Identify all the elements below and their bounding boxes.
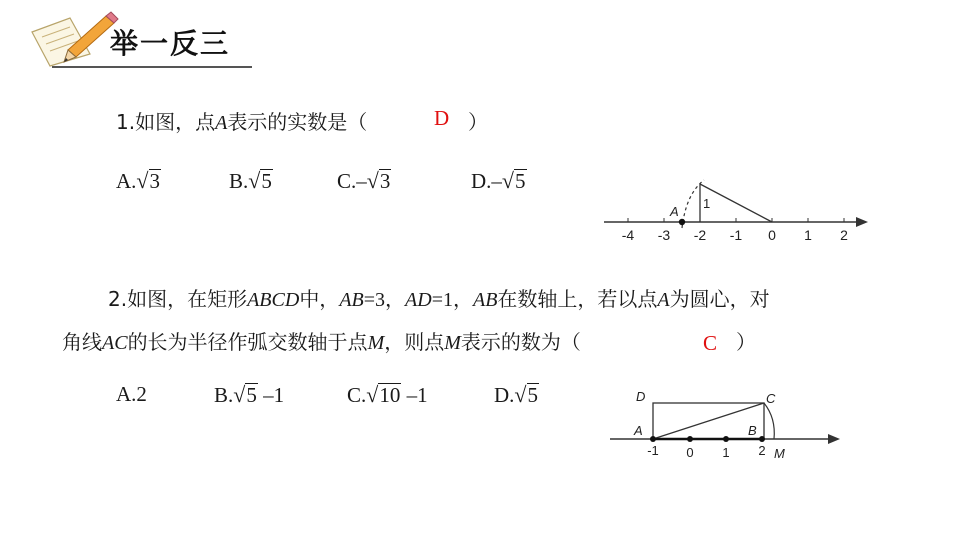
q1-tick-label: 0	[768, 227, 776, 243]
q2-stem-line1: 2.如图，在矩形ABCD中，AB=3，AD=1，AB在数轴上，若以点A为圆心，对	[108, 287, 770, 311]
q2-point-m: M	[774, 446, 785, 461]
q2-vertex-b: B	[748, 423, 757, 438]
q1-tick-label: -3	[657, 227, 671, 243]
q1-height-label: 1	[703, 196, 711, 211]
q2-tick-label: 0	[686, 445, 694, 460]
q1-stem-close: ）	[468, 110, 488, 134]
q2-arc	[764, 403, 774, 439]
q2-tick-label: -1	[647, 443, 659, 458]
q1-point-a-label: A	[670, 204, 679, 219]
q2-option-d: D.√5	[494, 382, 538, 407]
q2-option-a: A.2	[116, 382, 147, 406]
page-title: 举一反三	[110, 27, 231, 60]
q1-answer: D	[434, 106, 450, 130]
q2-vertex-d: D	[636, 389, 646, 404]
q1-option-c: C.–√3	[337, 168, 391, 193]
q1-option-b: B.√5	[229, 168, 272, 193]
q1-tick-label: -1	[729, 227, 743, 243]
q1-point-a	[679, 219, 685, 225]
q1-stem: 1.如图，点A表示的实数是（	[116, 110, 368, 134]
pencil-paper-icon	[28, 10, 120, 68]
q1-arc	[682, 180, 704, 228]
q1-axis-arrow	[856, 217, 868, 227]
q2-tick-label: 2	[758, 443, 766, 458]
q1-tick-label: 1	[804, 227, 812, 243]
q2-option-c: C.√10 –1	[347, 382, 428, 407]
q2-tick-label: 1	[722, 445, 730, 460]
q2-stem-close: ）	[736, 330, 756, 354]
q1-tick-label: -2	[693, 227, 707, 243]
q1-option-d: D.–√5	[471, 168, 526, 193]
q2-stem-line2: 角线AC的长为半径作弧交数轴于点M，则点M表示的数为（	[62, 330, 581, 354]
q1-tick-label: 2	[840, 227, 848, 243]
q2-vertex-a: A	[634, 423, 643, 438]
q2-answer: C	[703, 331, 718, 355]
title-underline	[52, 66, 252, 68]
q2-figure	[600, 382, 850, 466]
q2-axis-arrow	[828, 434, 840, 444]
q1-hypotenuse	[700, 184, 772, 222]
q2-vertex-c: C	[766, 391, 776, 406]
q2-option-b: B.√5 –1	[214, 382, 285, 407]
q1-tick-label: -4	[621, 227, 635, 243]
q1-option-a: A.√3	[116, 168, 160, 193]
q1-figure	[590, 160, 880, 250]
